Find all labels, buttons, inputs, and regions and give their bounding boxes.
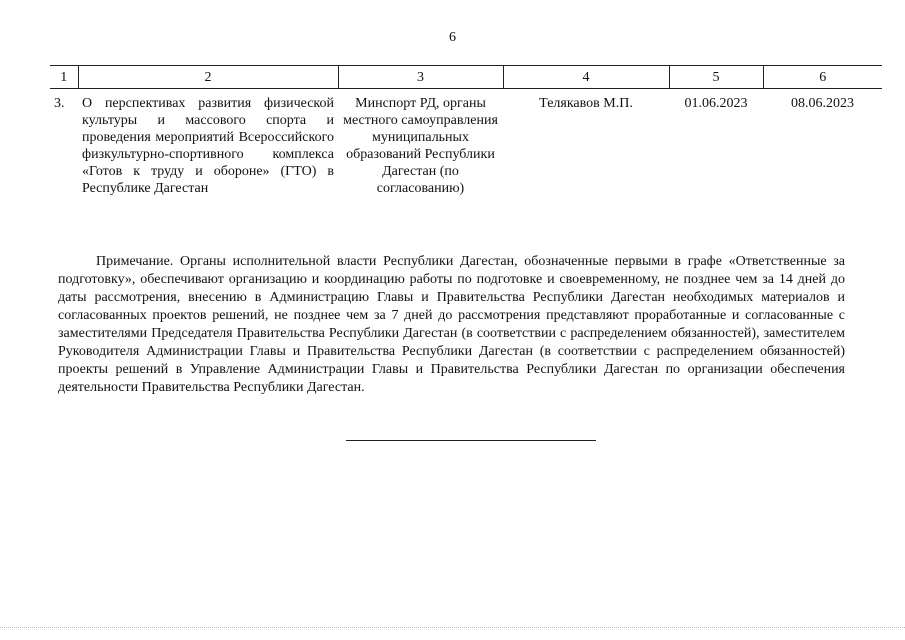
responsible-bodies: Минспорт РД, органы местного самоуправления муниципальных образований Республики Дагестан (по согласованию) — [343, 96, 498, 196]
review-date: 08.06.2023 — [791, 96, 854, 111]
preparation-date: 01.06.2023 — [684, 96, 748, 111]
column-header: 2 — [78, 66, 338, 89]
column-header: 1 — [50, 66, 78, 89]
agenda-item-title: О перспективах развития физической культуры и массового спорта и проведения мероприятий Всероссийского физкультурно-спортивного комплекса «Готов к труду и обороне» (ГТО) в Республике Дагестан — [82, 96, 334, 196]
column-header: 3 — [338, 66, 503, 89]
column-header: 5 — [669, 66, 763, 89]
column-header: 4 — [503, 66, 669, 89]
column-header: 6 — [763, 66, 882, 89]
separator-line — [346, 440, 596, 441]
note-paragraph: Примечание. Органы исполнительной власти Республики Дагестан, обозначенные первыми в графе «Ответственные за подготовку», обеспечивают организацию и координацию работы по подготовке и своевременному, не позднее чем за 14 дней до даты рассмотрения, внесению в Администрацию Главы и Правительства Республики Дагестан необходимых материалов и согласованных проектов решений, не позднее чем за 7 дней до рассмотрения представляют проработанные и согласованные с заместителями Председателя Правительства Республики Дагестан (в соответствии с распределением обязанностей), заместителем Руководителя Администрации Главы и Правительства Республики Дагестан (в соответствии с распределением обязанностей) проекты решений в Управление Администрации Главы и Правительства Республики Дагестан по организации обеспечения деятельности Правительства Республики Дагестан. — [58, 254, 845, 395]
agenda-table — [50, 65, 882, 197]
scan-bottom-edge — [0, 627, 905, 628]
responsible-person: Телякавов М.П. — [539, 96, 633, 111]
table-row — [50, 89, 882, 198]
page-number: 6 — [449, 30, 456, 45]
row-number: 3. — [54, 96, 65, 111]
table-header-row — [50, 66, 882, 89]
